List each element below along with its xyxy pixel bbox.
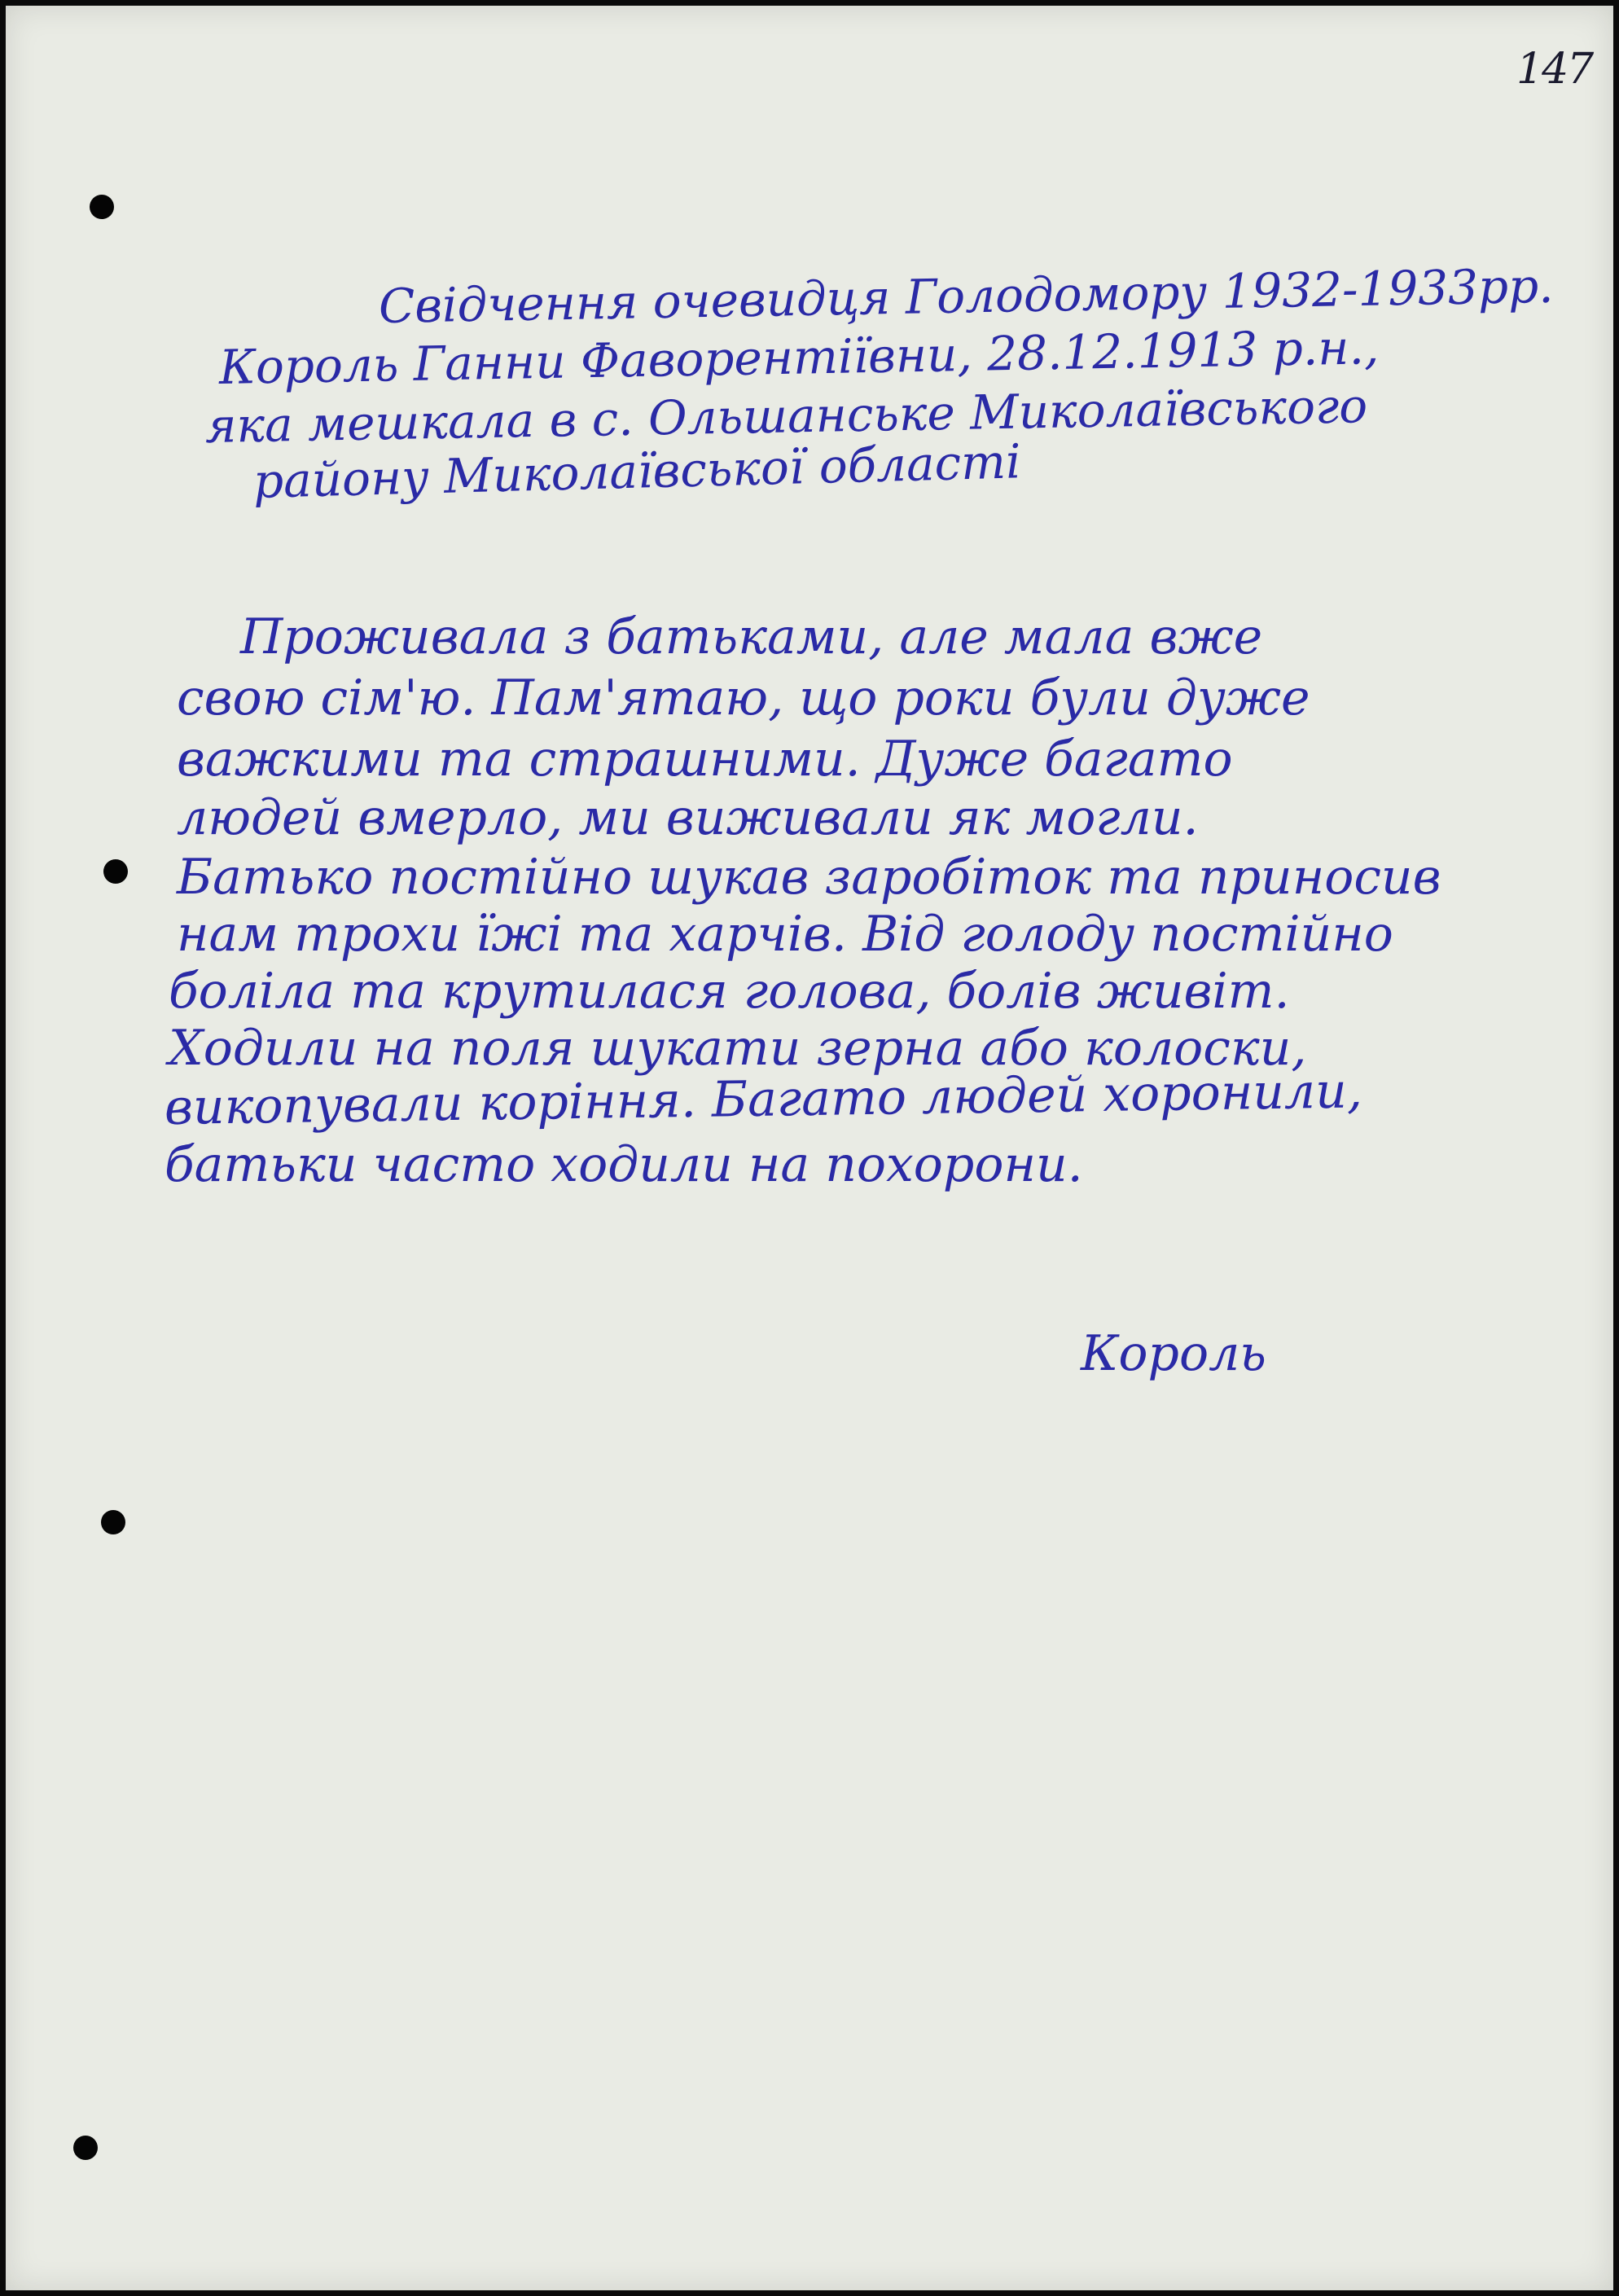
punch-hole-1 (90, 195, 114, 219)
body-line-2: свою сім'ю. Пам'ятаю, що роки були дуже (177, 669, 1310, 727)
punch-hole-4 (73, 2136, 98, 2160)
body-line-10: батьки часто ходили на похорони. (165, 1136, 1083, 1193)
title-line-1: Свідчення очевидця Голодомору 1932-1933рр. (378, 257, 1555, 334)
body-line-1: Проживала з батьками, але мала вже (240, 608, 1263, 665)
body-line-9: викопували коріння. Багато людей хоронили, (164, 1062, 1363, 1136)
body-line-6: нам трохи їжі та харчів. Від голоду постійно (177, 906, 1393, 963)
document-page (6, 6, 1613, 2290)
signature: Король (1081, 1325, 1266, 1382)
title-line-3: яка мешкала в с. Ольшанське Миколаївського (204, 378, 1368, 454)
body-line-8: Ходили на поля шукати зерна або колоски, (169, 1020, 1307, 1077)
body-line-3: важкими та страшними. Дуже багато (177, 731, 1233, 788)
title-line-4: району Миколаївської області (252, 433, 1022, 509)
body-line-5: Батько постійно шукав заробіток та приносив (177, 849, 1441, 906)
punch-hole-2 (103, 859, 128, 884)
punch-hole-3 (101, 1510, 125, 1534)
body-line-7: боліла та крутилася голова, болів живіт. (169, 963, 1290, 1020)
title-line-2: Король Ганни Фаворентіївни, 28.12.1913 р.н., (218, 319, 1380, 395)
page-number: 147 (1516, 45, 1593, 94)
body-line-4: людей вмерло, ми виживали як могли. (177, 789, 1199, 846)
